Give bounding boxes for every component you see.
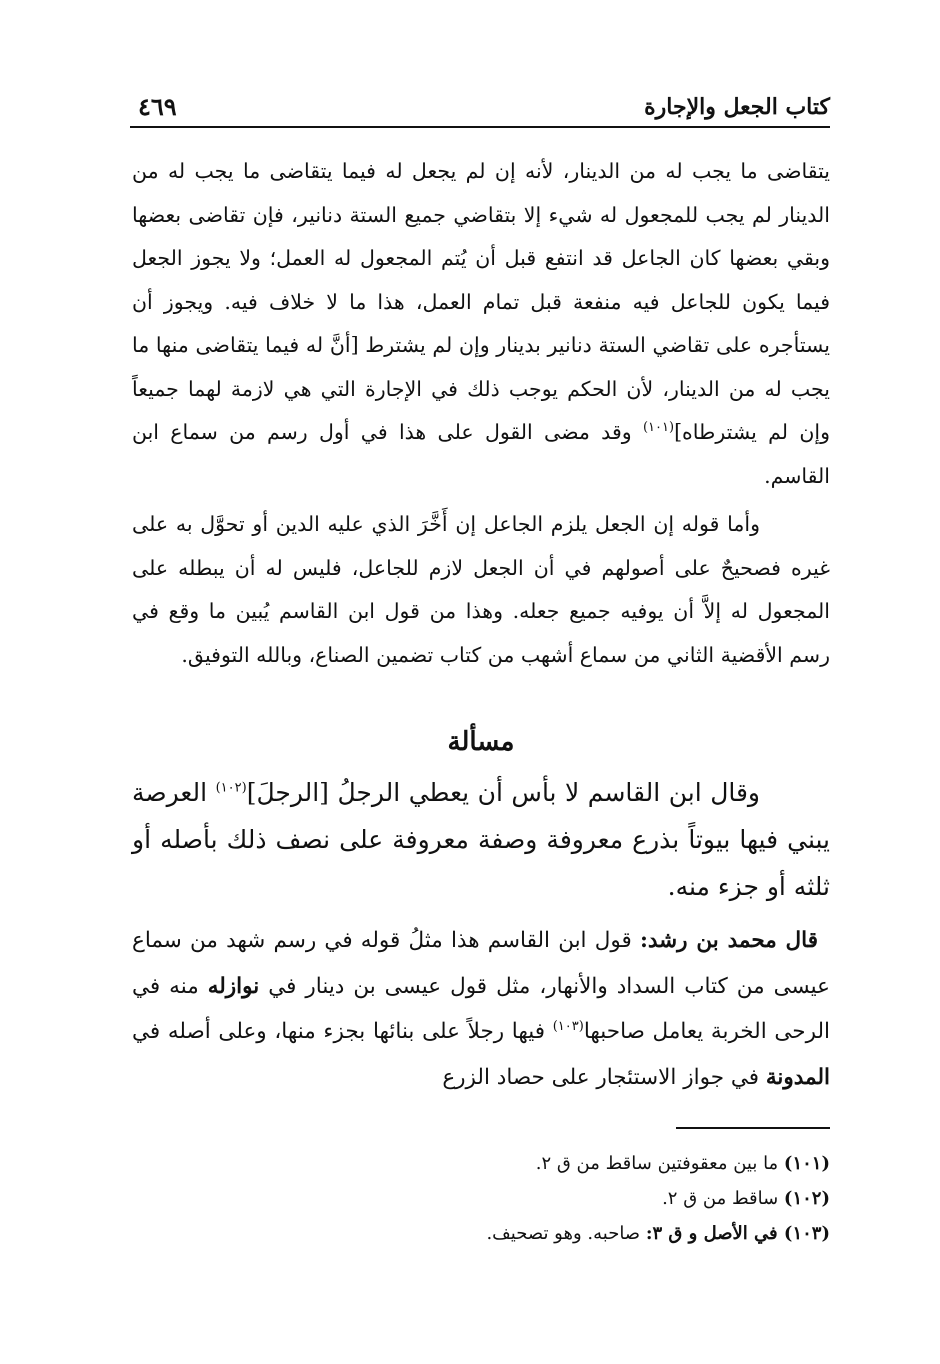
footnote-number: (١٠٣) في الأصل و ق ٣: bbox=[645, 1223, 830, 1244]
paragraph-4-text-d: في جواز الاستئجار على حصاد الزرع bbox=[442, 1064, 766, 1090]
paragraph-3-text-b: العرصة يبني فيها بيوتاً بذرع معروفة وصفة معروفة على نصف ذلك بأصله أو ثلثه أو جزء منه. bbox=[132, 778, 830, 901]
section-heading: مسألة bbox=[447, 727, 515, 757]
paragraph-2: وأما قوله إن الجعل يلزم الجاعل إن أَخَّرَ الذي عليه الدين أو تحوَّل به على غيره فصحيحٌ على أصولهم في أن الجعل لازم للجاعل، فليس له أن يبطله على المجعول له إلاَّ أن يوفيه جميع جعله. وهذا من قول ابن القاسم يُبين ما وقع في رسم الأقضية الثاني من سماع أشهب من كتاب تضمين الصناع، وبالله التوفيق. bbox=[132, 512, 830, 667]
main-text bbox=[132, 150, 830, 1100]
paragraph-4-text-a: قول ابن القاسم هذا مثلُ قوله في رسم شهد من سماع عيسى من كتاب السداد والأنهار، مثل قول عيسى بن دينار في bbox=[132, 928, 830, 999]
paragraph-4-text-c: فيها رجلاً على بنائها بجزء منها، وعلى أصله في bbox=[132, 1019, 553, 1044]
paragraph-1-text-b: وقد مضى القول على هذا في أول رسم من سماع ابن القاسم. bbox=[132, 420, 830, 488]
footnote-number: (١٠٢) bbox=[783, 1188, 830, 1209]
footnote-ref-101: (١٠١) bbox=[642, 420, 675, 436]
paragraph-4 bbox=[132, 918, 830, 1100]
paragraph-3-text-a: وقال ابن القاسم لا بأس أن يعطي الرجلُ [الرجلَ] bbox=[246, 778, 760, 807]
book-title-mudawwana: المدونة bbox=[765, 1064, 830, 1090]
book-title-nawazil: نوازله bbox=[207, 973, 260, 999]
paragraph-4-text-b: منه في الرحى الخربة يعامل صاحبها bbox=[132, 973, 830, 1044]
paragraph-1-text-a: يتقاضى ما يجب له من الدينار، لأنه إن لم يجعل له فيما يتقاضى ما يجب له من الدينار لم يجب للمجعول له شيء إلا بتقاضي جميع الستة دنانير، فإن تقاضى بعضها وبقي بعضها كان الجاعل قد انتفع قبل أن يُتم المجعول له العمل؛ ولا يجوز الجعل فيما يكون للجاعل فيه منفعة قبل تمام العمل، هذا ما لا خلاف فيه. ويجوز أن يستأجره على تقاضي الستة دنانير بدينار وإن لم يشترط [أنَّ له فيما يتقاضى منها ما يجب له من الدينار، لأن الحكم يوجب ذلك في الإجارة التي هي لازمة لهما جميعاً وإن لم يشترطاه] bbox=[132, 159, 830, 444]
page-header bbox=[130, 92, 830, 128]
footnote-item bbox=[132, 1146, 830, 1181]
footnotes bbox=[132, 1146, 830, 1251]
footnote-ref-102: (١٠٢) bbox=[215, 780, 247, 796]
footnote-text: صاحبه. وهو تصحيف. bbox=[486, 1223, 646, 1244]
paragraph-1 bbox=[132, 150, 830, 498]
footnote-separator bbox=[676, 1127, 830, 1129]
footnote-number: (١٠١) bbox=[783, 1153, 830, 1174]
footnote-text: ما بين معقوفتين ساقط من ق ٢. bbox=[535, 1153, 784, 1174]
paragraph-3 bbox=[132, 769, 830, 910]
footnote-text: ساقط من ق ٢. bbox=[662, 1188, 784, 1209]
running-title: كتاب الجعل والإجارة bbox=[644, 94, 830, 120]
paragraph-4-lead: قال محمد بن رشد: bbox=[639, 928, 819, 953]
footnote-item bbox=[132, 1216, 830, 1251]
footnote-ref-103: (١٠٣) bbox=[552, 1018, 584, 1034]
footnote-item bbox=[132, 1181, 830, 1216]
page-number: ٤٦٩ bbox=[138, 92, 177, 121]
